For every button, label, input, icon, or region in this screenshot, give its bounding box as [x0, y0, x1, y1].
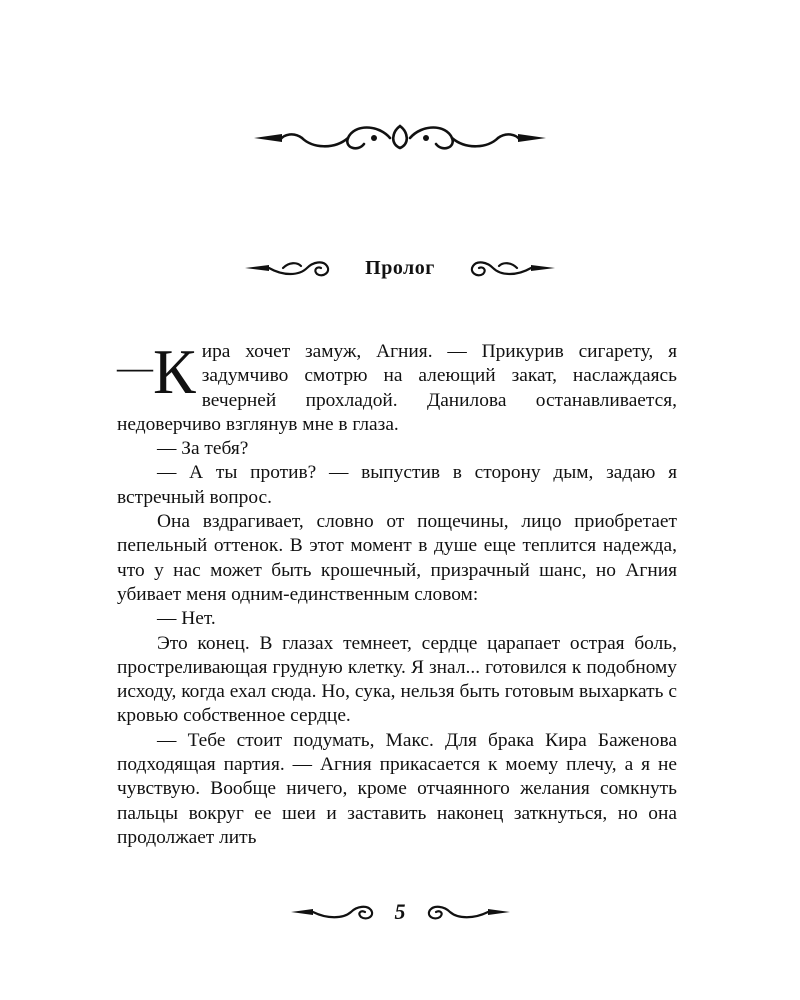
paragraph-5: — Нет. — [157, 608, 216, 630]
right-footer-ornament — [426, 901, 512, 923]
page-number: 5 — [394, 899, 406, 924]
left-footer-ornament — [289, 901, 375, 923]
page-footer — [0, 897, 800, 927]
paragraph-6: Это конец. В глазах темнеет, сердце царапает острая боль, простреливающая грудную клетку. Я знал... готовился к подобному исходу, когда ехал сюда. Но, сука, нельзя быть готовым выхаркать с кровью собственное сердце. — [117, 632, 677, 727]
paragraph-7: — Тебе стоит подумать, Макс. Для брака Кира Баженова подходящая партия. — Агния прикасается к моему плечу, а я не чувствую. Вообще ничего, кроме отчаянного желания сомкнуть пальцы вокруг ее шеи и заставить наконец заткнуться, но она продолжает лить — [117, 729, 677, 848]
chapter-title: Пролог — [365, 256, 435, 279]
paragraph-4: Она вздрагивает, словно от пощечины, лицо приобретает пепельный оттенок. В этот момент в душе еще теплится надежда, что у нас может быть крошечный, призрачный шанс, но Агния убивает меня одним-единственным словом: — [117, 511, 677, 605]
drop-cap: —К — [117, 336, 196, 407]
chapter-body-text — [117, 336, 677, 850]
top-ornament-divider — [250, 118, 550, 156]
right-heading-ornament — [469, 256, 557, 280]
paragraph-1: —К ира хочет замуж, Агния. — Прикурив сигарету, я задумчиво смотрю на алеющий закат, наслаждаясь вечерней прохладой. Данилова останавливается, недоверчиво взглянув мне в глаза. — [117, 336, 677, 435]
paragraph-2: — За тебя? — [157, 438, 249, 460]
left-heading-ornament — [243, 256, 331, 280]
chapter-heading — [0, 252, 800, 284]
paragraph-3: — А ты против? — выпустив в сторону дым, задаю я встречный вопрос. — [117, 462, 677, 508]
